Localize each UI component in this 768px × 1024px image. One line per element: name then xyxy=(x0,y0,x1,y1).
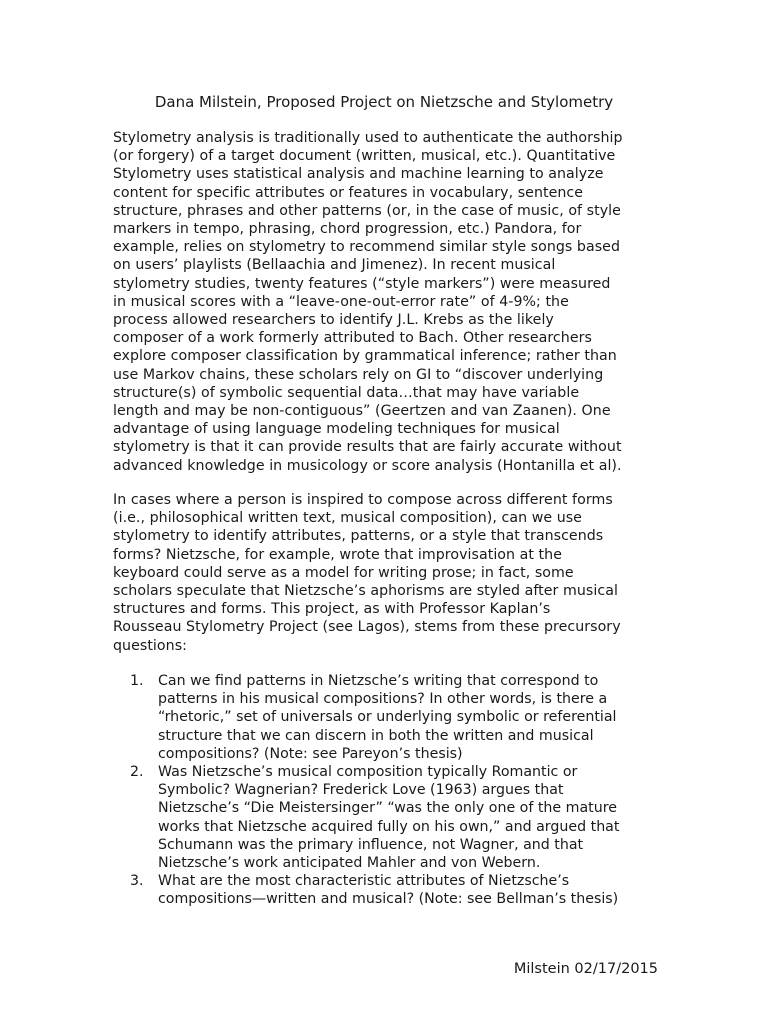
text-line: structure(s) of symbolic sequential data…that may have variable xyxy=(113,384,580,401)
list-item xyxy=(130,672,670,763)
text-line: example, relies on stylometry to recommend similar style songs based xyxy=(113,239,621,256)
text-line: structures and forms. This project, as with Professor Kaplan’s xyxy=(113,601,551,618)
text-line: Rousseau Stylometry Project (see Lagos), stems from these precursory xyxy=(113,619,621,636)
list-item-number: 2. xyxy=(130,764,144,781)
text-line: length and may be non-contiguous” (Geertzen and van Zaanen). One xyxy=(113,403,611,420)
text-line: forms? Nietzsche, for example, wrote that improvisation at the xyxy=(113,546,562,563)
research-questions-list xyxy=(130,672,670,909)
text-line: Symbolic? Wagnerian? Frederick Love (1963) argues that xyxy=(158,782,564,799)
list-item xyxy=(130,763,670,872)
text-line: stylometry studies, twenty features (“style markers”) were measured xyxy=(113,275,611,292)
text-line: Stylometry analysis is traditionally used to authenticate the authorship xyxy=(113,130,623,146)
text-line: Nietzsche’s work anticipated Mahler and von Webern. xyxy=(158,855,541,872)
text-line: Schumann was the primary influence, not Wagner, and that xyxy=(158,836,584,853)
text-line: markers in tempo, phrasing, chord progression, etc.) Pandora, for xyxy=(113,221,582,238)
text-line: stylometry is that it can provide results that are fairly accurate without xyxy=(113,439,622,456)
text-line: patterns in his musical compositions? In other words, is there a xyxy=(158,691,608,708)
paragraph-stylometry-intro xyxy=(113,129,661,475)
text-line: advanced knowledge in musicology or score analysis (Hontanilla et al). xyxy=(113,457,622,474)
text-line: Can we find patterns in Nietzsche’s writing that correspond to xyxy=(158,673,599,689)
text-line: Was Nietzsche’s musical composition typically Romantic or xyxy=(158,764,578,781)
list-item xyxy=(130,872,670,908)
text-line: Stylometry uses statistical analysis and machine learning to analyze xyxy=(113,166,604,183)
footer-author-date: Milstein 02/17/2015 xyxy=(513,961,658,977)
text-line: What are the most characteristic attributes of Nietzsche’s xyxy=(158,873,570,890)
text-line: questions: xyxy=(113,637,187,654)
text-line: works that Nietzsche acquired fully on his own,” and argued that xyxy=(158,818,620,835)
text-line: Nietzsche’s “Die Meistersinger” “was the only one of the mature xyxy=(158,800,617,817)
text-line: process allowed researchers to identify J.L. Krebs as the likely xyxy=(113,312,554,329)
paragraph-research-context xyxy=(113,491,661,655)
text-line: content for specific attributes or features in vocabulary, sentence xyxy=(113,184,584,201)
text-line: (or forgery) of a target document (written, musical, etc.). Quantitative xyxy=(113,148,616,165)
text-line: scholars speculate that Nietzsche’s aphorisms are styled after musical xyxy=(113,583,618,600)
text-line: stylometry to identify attributes, patterns, or a style that transcends xyxy=(113,528,604,545)
text-line: structure that we can discern in both the written and musical xyxy=(158,727,594,744)
text-line: on users’ playlists (Bellaachia and Jimenez). In recent musical xyxy=(113,257,556,274)
text-line: advantage of using language modeling techniques for musical xyxy=(113,421,560,438)
text-line: “rhetoric,” set of universals or underlying symbolic or referential xyxy=(158,709,617,726)
text-line: (i.e., philosophical written text, musical composition), can we use xyxy=(113,510,582,527)
text-line: in musical scores with a “leave-one-out-error rate” of 4-9%; the xyxy=(113,293,569,310)
text-line: compositions? (Note: see Pareyon’s thesis) xyxy=(158,745,463,762)
list-item-number: 3. xyxy=(130,873,144,890)
text-line: structure, phrases and other patterns (or, in the case of music, of style xyxy=(113,202,621,219)
text-line: compositions—written and musical? (Note: see Bellman’s thesis) xyxy=(158,891,619,908)
text-line: use Markov chains, these scholars rely on GI to “discover underlying xyxy=(113,366,604,383)
list-item-number: 1. xyxy=(130,673,144,689)
text-line: explore composer classification by grammatical inference; rather than xyxy=(113,348,617,365)
text-line: In cases where a person is inspired to compose across different forms xyxy=(113,492,613,508)
text-line: composer of a work formerly attributed to Bach. Other researchers xyxy=(113,330,592,347)
text-line: keyboard could serve as a model for writing prose; in fact, some xyxy=(113,564,574,581)
document-title: Dana Milstein, Proposed Project on Nietzsche and Stylometry xyxy=(154,93,614,111)
